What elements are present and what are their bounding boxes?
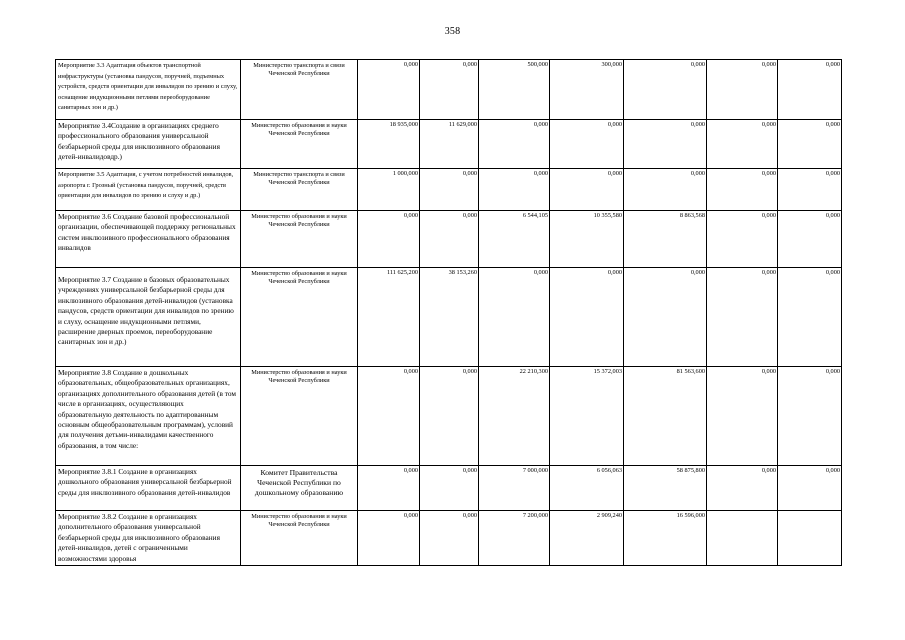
value-cell: 0,000: [778, 268, 842, 367]
measure-name: Мероприятие 3.8.1 Создание в организациях дошкольного образования универсальной безбарьерной среды для инклюзивного образования детей-инвалидов: [56, 466, 241, 511]
value-cell: 0,000: [624, 268, 707, 367]
executor-name: Министерство образования и науки Чеченской Республики: [241, 120, 358, 169]
value-cell: 81 563,600: [624, 367, 707, 466]
measure-name: Мероприятие 3.8 Создание в дошкольных образовательных, общеобразовательных организациях, организациях дополнительного образования детей (в том числе в организациях, осуществляющих образовательную деятельность по адаптированным основным общеобразовательным программам), условий для получения детьми-инвалидами качественного образования, в том числе:: [56, 367, 241, 466]
table-row: [56, 511, 842, 566]
value-cell: 0,000: [358, 511, 420, 566]
value-cell: 0,000: [479, 120, 550, 169]
table-row: [56, 169, 842, 211]
measure-name: Мероприятие 3.3 Адаптация объектов транспортной инфраструктуры (установка пандусов, поручней, подъемных устройств, средств ориентации для инвалидов по зрению и слуху, оснащение индукционными петлями переоборудование санитарных зон и др.): [56, 60, 241, 120]
value-cell: 8 863,568: [624, 211, 707, 268]
executor-name: Министерство образования и науки Чеченской Республики: [241, 511, 358, 566]
value-cell: 6 056,063: [550, 466, 624, 511]
table-row: [56, 211, 842, 268]
value-cell: 0,000: [778, 466, 842, 511]
value-cell: 300,000: [550, 60, 624, 120]
table-row: [56, 60, 842, 120]
value-cell: 0,000: [707, 211, 778, 268]
value-cell: 0,000: [707, 268, 778, 367]
value-cell: 7 000,000: [479, 466, 550, 511]
value-cell: 1 000,000: [358, 169, 420, 211]
value-cell: 0,000: [778, 60, 842, 120]
value-cell: 0,000: [479, 268, 550, 367]
table-row: [56, 367, 842, 466]
value-cell: 0,000: [420, 367, 479, 466]
value-cell: 0,000: [707, 367, 778, 466]
value-cell: 0,000: [358, 60, 420, 120]
value-cell: 0,000: [707, 169, 778, 211]
value-cell: 0,000: [778, 120, 842, 169]
value-cell: 11 629,000: [420, 120, 479, 169]
value-cell: 22 210,300: [479, 367, 550, 466]
executor-name: Комитет Правительства Чеченской Республики по дошкольному образованию: [241, 466, 358, 511]
measure-name: Мероприятие 3.8.2 Создание в организациях дополнительного образования универсальной безбарьерной среды для инклюзивного образования детей-инвалидов, детей с ограниченными возможностями здоровья: [56, 511, 241, 566]
executor-name: Министерство транспорта и связи Чеченской Республики: [241, 60, 358, 120]
value-cell: 0,000: [358, 211, 420, 268]
value-cell: 0,000: [550, 120, 624, 169]
value-cell: 0,000: [358, 466, 420, 511]
value-cell: [707, 511, 778, 566]
value-cell: 0,000: [624, 169, 707, 211]
measure-name: Мероприятие 3.4Создание в организациях среднего профессионального образования универсальной безбарьерной среды для инклюзивного образования детей-инвалидовдр.): [56, 120, 241, 169]
value-cell: 0,000: [550, 169, 624, 211]
value-cell: 2 909,240: [550, 511, 624, 566]
value-cell: 0,000: [707, 60, 778, 120]
value-cell: 0,000: [778, 367, 842, 466]
table-row: [56, 268, 842, 367]
executor-name: Министерство образования и науки Чеченской Республики: [241, 211, 358, 268]
value-cell: 0,000: [550, 268, 624, 367]
value-cell: 0,000: [624, 120, 707, 169]
value-cell: 0,000: [778, 169, 842, 211]
page-number: 358: [444, 26, 461, 37]
value-cell: 500,000: [479, 60, 550, 120]
value-cell: 15 372,003: [550, 367, 624, 466]
value-cell: 58 875,800: [624, 466, 707, 511]
value-cell: 0,000: [420, 211, 479, 268]
value-cell: 16 596,000: [624, 511, 707, 566]
value-cell: 0,000: [707, 466, 778, 511]
value-cell: 0,000: [624, 60, 707, 120]
table-row: [56, 120, 842, 169]
value-cell: 10 355,580: [550, 211, 624, 268]
measure-name: Мероприятие 3.5 Адаптация, с учетом потребностей инвалидов, аэропорта г. Грозный (установка пандусов, поручней, средств ориентации для инвалидов по зрению и слуху и др.): [56, 169, 241, 211]
value-cell: 6 544,105: [479, 211, 550, 268]
value-cell: 0,000: [420, 169, 479, 211]
value-cell: 0,000: [778, 211, 842, 268]
value-cell: 111 625,200: [358, 268, 420, 367]
value-cell: 0,000: [479, 169, 550, 211]
table-row: [56, 466, 842, 511]
value-cell: 7 200,000: [479, 511, 550, 566]
executor-name: Министерство транспорта и связи Чеченской Республики: [241, 169, 358, 211]
value-cell: 0,000: [707, 120, 778, 169]
measures-table: [55, 59, 842, 566]
measure-name: Мероприятие 3.6 Создание базовой профессиональной организации, обеспечивающей поддержку региональных систем инклюзивного профессионального образования инвалидов: [56, 211, 241, 268]
executor-name: Министерство образования и науки Чеченской Республики: [241, 268, 358, 367]
value-cell: 38 153,260: [420, 268, 479, 367]
value-cell: 0,000: [420, 511, 479, 566]
measure-name: Мероприятие 3.7 Создание в базовых образовательных учреждениях универсальной безбарьерной среды для инклюзивного образования детей-инвалидов (установка пандусов, средств ориентации для инвалидов по зрению и слуху, оснащение индукционными петлями, расширение дверных проемов, переоборудование санитарных зон и др.): [56, 268, 241, 367]
value-cell: 0,000: [358, 367, 420, 466]
value-cell: 0,000: [420, 466, 479, 511]
value-cell: [778, 511, 842, 566]
executor-name: Министерство образования и науки Чеченской Республики: [241, 367, 358, 466]
value-cell: 18 935,000: [358, 120, 420, 169]
value-cell: 0,000: [420, 60, 479, 120]
